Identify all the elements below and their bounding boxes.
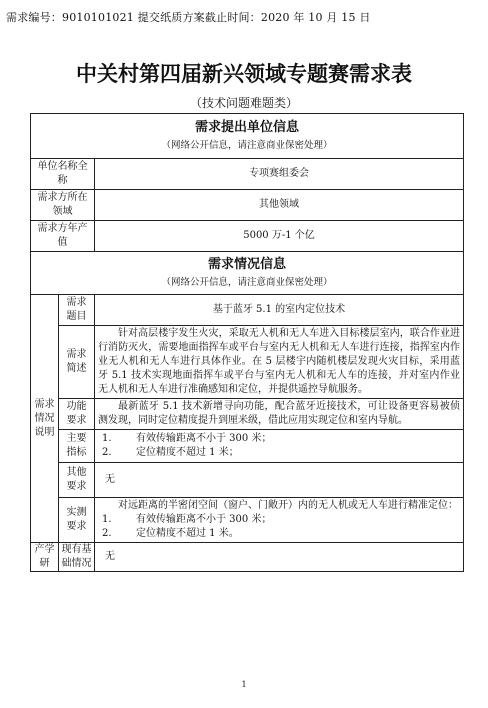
org-name-label: 单位名称全称 (31, 159, 95, 190)
section2-title: 需求情况信息 (207, 257, 286, 272)
metrics-label: 主要指标 (59, 430, 95, 463)
table-row (31, 463, 464, 498)
metrics-value (95, 430, 464, 463)
basis-value: 无 (95, 543, 464, 572)
test-label: 实测要求 (59, 498, 95, 543)
table-row (31, 498, 464, 543)
list-item: 1. 有效传输距离不小于 300 米； (102, 514, 272, 525)
page-subtitle: （技术问题难题类） (189, 96, 298, 110)
basis-label: 现有基础情况 (59, 543, 95, 572)
section2-header-row (31, 252, 464, 295)
test-intro: 对远距离的半密闭空间（窗户、门敞开）内的无人机或无人车进行精准定位： (118, 500, 458, 511)
requirement-form-table (30, 113, 464, 572)
table-row (31, 221, 464, 252)
industry-research-label: 产学研 (31, 543, 59, 572)
page-number: 1 (241, 680, 247, 689)
metrics-list (98, 432, 460, 460)
table-row (31, 399, 464, 430)
other-value: 无 (95, 463, 464, 498)
section2-note: （网络公开信息，请注意商业保密处理） (161, 277, 333, 288)
description-label: 需求简述 (59, 326, 95, 399)
section1-header-row (31, 114, 464, 159)
function-label: 功能要求 (59, 399, 95, 430)
table-row (31, 326, 464, 399)
topic-label: 需求题目 (59, 295, 95, 326)
output-label: 需求方年产值 (31, 221, 95, 252)
table-row (31, 543, 464, 572)
page-title: 中关村第四届新兴领域专题赛需求表 (76, 62, 412, 86)
table-row (31, 295, 464, 326)
table-row (31, 430, 464, 463)
output-value: 5000 万-1 个亿 (95, 221, 464, 252)
test-value (95, 498, 464, 543)
section1-note: （网络公开信息，请注意商业保密处理） (161, 140, 333, 151)
field-value: 其他领域 (95, 190, 464, 221)
table-row (31, 190, 464, 221)
function-value: 最新蓝牙 5.1 技术新增寻向功能，配合蓝牙近接技术，可让设备更容易被侦测发现，同时定位精度提升到厘米级，借此应用实现定位和室内导航。 (95, 399, 464, 430)
test-list (98, 513, 460, 541)
list-item: 2. 定位精度不超过 1 米； (102, 447, 239, 458)
description-value: 针对高层楼宇发生火灾，采取无人机和无人车进入目标楼层室内，联合作业进行消防灭火，需要地面指挥车或平台与室内无人机和无人车进行连接，指挥室内作业无人机和无人车进行具体作业。在 5 层楼宇内随机楼层发现火灾目标，采用蓝牙 5.1 技术实现地面指挥车或平台与室内无人机和无人车的连接，并对室内作业无人机和无人车进行准确感知和定位，并提供遥控导航服务。 (95, 326, 464, 399)
requirement-group-label: 需求情况说明 (31, 295, 59, 543)
topic-value: 基于蓝牙 5.1 的室内定位技术 (95, 295, 464, 326)
org-name-value: 专项赛组委会 (95, 159, 464, 190)
other-label: 其他要求 (59, 463, 95, 498)
requirement-number-and-deadline: 需求编号：9010101021 提交纸质方案截止时间：2020 年 10 月 15 日 (6, 11, 371, 24)
list-item: 2. 定位精度不超过 1 米。 (102, 528, 239, 539)
section1-title: 需求提出单位信息 (194, 120, 299, 135)
table-row (31, 159, 464, 190)
field-label: 需求方所在领域 (31, 190, 95, 221)
list-item: 1. 有效传输距离不小于 300 米； (102, 433, 272, 444)
